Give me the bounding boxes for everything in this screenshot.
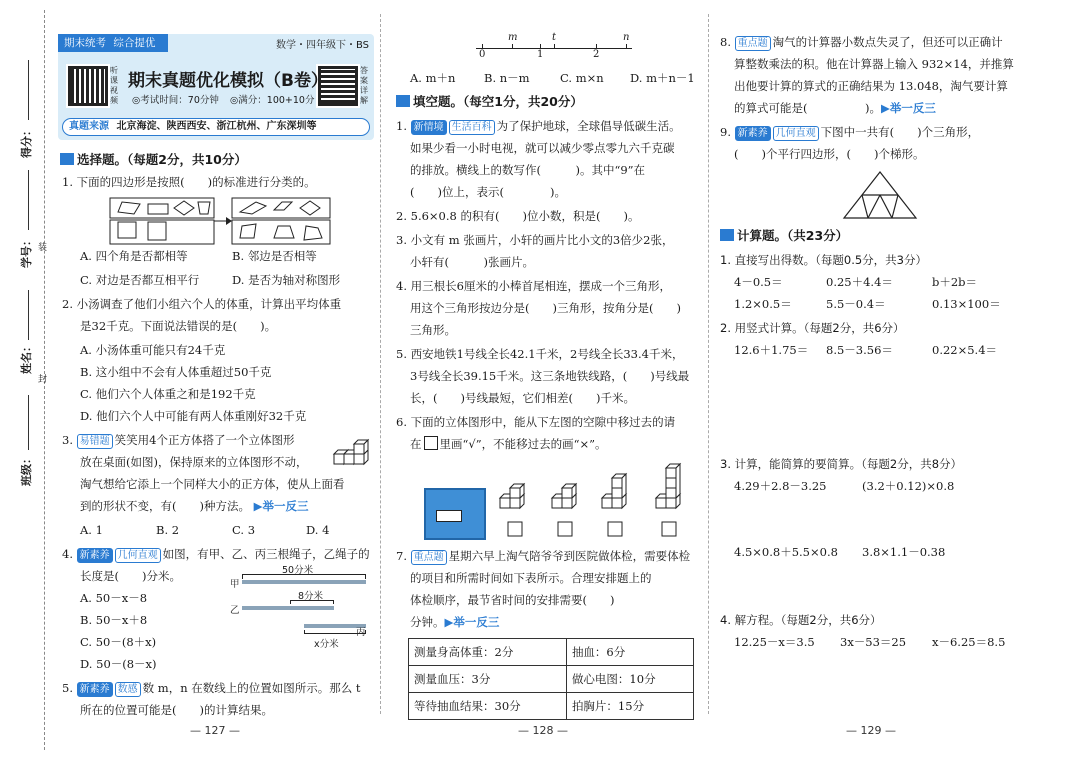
rope-x-label: x分米 <box>314 639 339 650</box>
q3-cube-figure <box>330 432 374 468</box>
rope-8-label: 8分米 <box>298 591 324 602</box>
section-choice-title: 选择题。（每题2分，共10分） <box>77 152 247 167</box>
q2-line-1: 2. 小汤调查了他们小组六个人的体重，计算出平均体重 <box>62 297 342 311</box>
q1-stem: 1. 下面的四边形是按照( )的标准进行分类的。 <box>62 175 316 189</box>
q1-option-d: D. 是否为轴对称图形 <box>232 273 341 287</box>
table-cell: 测量血压：3分 <box>409 666 567 693</box>
qr-code-left <box>68 66 108 106</box>
q3-tag: 易错题 <box>77 434 113 449</box>
f6-text-2b: 里画“√”，不能移过去的画“×”。 <box>439 437 607 451</box>
f9-line-1: 9. 新素养 几何直观 下图中一共有( )个三角形， <box>720 125 980 139</box>
page-number-127: — 127 — <box>190 724 240 737</box>
nl-label-0: 0 <box>479 49 486 60</box>
c1-item: 4－0.5＝ <box>734 275 783 289</box>
q4-option-d: D. 50－(8－x) <box>80 657 157 671</box>
f9-line-2: ( )个平行四边形，( )个梯形。 <box>734 147 925 161</box>
score-label: 得分： <box>20 125 33 158</box>
nl-label-1: 1 <box>537 49 544 60</box>
column-divider-2 <box>708 14 709 714</box>
f1-tag-2: 生活百科 <box>449 120 495 135</box>
binding-mark-1: 装 <box>38 243 48 253</box>
header-tab-2: 综合提优 <box>113 37 156 49</box>
nl-label-n: n <box>623 32 630 43</box>
student-id-underline <box>28 170 29 230</box>
class-label: 班级： <box>20 453 33 486</box>
f3-line-2: 小轩有( )张画片。 <box>410 255 534 269</box>
qr-left-caption: 听课视频 <box>110 66 118 105</box>
page-number-128: — 128 — <box>518 724 568 737</box>
rope-bing-label: 丙 <box>356 627 366 638</box>
c1-item: b＋2b＝ <box>932 275 978 289</box>
score-underline <box>28 60 29 120</box>
f6-line-1: 6. 下面的立体图形中，能从下左图的空隙中移过去的请 <box>396 415 676 429</box>
f1-tag-1: 新情境 <box>411 120 447 135</box>
c2-item: 8.5－3.56＝ <box>826 343 893 357</box>
q5-tag-2: 数感 <box>115 682 141 697</box>
rope-8-brace <box>290 600 334 604</box>
page-number-129: — 129 — <box>846 724 896 737</box>
f9-triangle-figure <box>842 170 918 220</box>
q1-option-b: B. 邻边是否相等 <box>232 249 317 263</box>
q2-option-c: C. 他们六个人体重之和是192千克 <box>80 387 256 401</box>
q4-tag-1: 新素养 <box>77 548 113 563</box>
rope-50-label: 50分米 <box>282 565 314 576</box>
f7-line-2: 的项目和所需时间如下表所示。合理安排题上的 <box>410 571 652 585</box>
q3-option-c: C. 3 <box>232 523 256 537</box>
q4-option-b: B. 50－x＋8 <box>80 613 148 627</box>
q4-tag-2: 几何直观 <box>115 548 161 563</box>
rope-yi-label: 乙 <box>230 605 240 616</box>
c4-item: 3x－53＝25 <box>840 635 907 649</box>
table-cell: 抽血：6分 <box>566 639 693 666</box>
f4-line-1: 4. 用三根长6厘米的小棒首尾相连，摆成一个三角形， <box>396 279 671 293</box>
q3-line-1: 3. 易错题 笑笑用4个正方体搭了一个立体图形 <box>62 433 295 447</box>
q5-text-1: 数 m，n 在数线上的位置如图所示。那么 t <box>142 681 361 695</box>
f7-line-3: 体检顺序，最节省时间的安排需要( ) <box>410 593 615 607</box>
c3-item: 4.5×0.8＋5.5×0.8 <box>734 545 838 559</box>
q3-option-a: A. 1 <box>80 523 103 537</box>
f1-line-3: 的排放。横线上的数写作( )。其中“9”在 <box>410 163 646 177</box>
source-bar <box>62 118 370 136</box>
exam-time: ◎考试时间：70分钟 <box>132 95 219 106</box>
f8-text-1: 淘气的计算器小数点失灵了，但还可以正确计 <box>772 35 1003 49</box>
exam-title: 期末真题优化模拟（B卷） <box>128 71 328 91</box>
q5-option-d: D. m＋n－1 <box>630 71 695 85</box>
c1-item: 0.13×100＝ <box>932 297 1001 311</box>
q5-line-2: 所在的位置可能是( )的计算结果。 <box>80 703 273 717</box>
binding-mark-2: 封 <box>38 375 48 385</box>
f8-line-1: 8. 重点题 淘气的计算器小数点失灵了，但还可以正确计 <box>720 35 1003 49</box>
q2-line-2: 是32千克。下面说法错误的是( )。 <box>80 319 277 333</box>
q4-option-c: C. 50－(8＋x) <box>80 635 157 649</box>
q1-option-c: C. 对边是否都互相平行 <box>80 273 200 287</box>
f8-line-4 <box>734 98 936 118</box>
c3-item: 4.29＋2.8－3.25 <box>734 479 827 493</box>
f1-line-2: 如果少看一小时电视，就可以减少零点零九六千克碳 <box>410 141 675 155</box>
table-row <box>409 666 694 693</box>
c2-title: 2. 用竖式计算。（每题2分，共6分） <box>720 321 905 335</box>
f4-line-2: 用这个三角形按边分是( )三角形，按角分是( ) <box>410 301 681 315</box>
c2-item: 0.22×5.4＝ <box>932 343 998 357</box>
binding-strip <box>0 0 52 764</box>
subject-label: 数学・四年级下・BS <box>276 40 370 51</box>
c1-item: 1.2×0.5＝ <box>734 297 792 311</box>
f8-line-2: 算整数乘法的积。他在计算器上输入 932×14，并推算 <box>734 57 1014 71</box>
header-tab <box>58 34 168 52</box>
f7-exam-table <box>408 638 694 720</box>
f2-line-1: 2. 5.6×0.8 的积有( )位小数，积是( )。 <box>396 209 640 223</box>
q3-line-4 <box>80 496 308 516</box>
f5-line-3: 长，( )号线最短，它们相差( )千米。 <box>410 391 635 405</box>
f6-gap-hole <box>436 510 462 522</box>
table-row <box>409 693 694 720</box>
tick-t <box>554 44 555 49</box>
table-cell: 测量身高体重：2分 <box>409 639 567 666</box>
q5-option-b: B. n－m <box>484 71 530 85</box>
c1-title: 1. 直接写出得数。（每题0.5分，共3分） <box>720 253 927 267</box>
q2-option-b: B. 这小组中不会有人体重超过50千克 <box>80 365 272 379</box>
f1-line-4: ( )位上，表示( )。 <box>410 185 566 199</box>
f6-text-2a: 在 <box>410 437 422 451</box>
rope-50-brace <box>242 574 366 579</box>
q5-number-line <box>468 34 638 64</box>
table-cell: 做心电图：10分 <box>566 666 693 693</box>
student-id-label: 学号： <box>20 235 33 268</box>
q5-tag-1: 新素养 <box>77 682 113 697</box>
table-cell: 等待抽血结果：30分 <box>409 693 567 720</box>
q2-option-a: A. 小汤体重可能只有24千克 <box>80 343 226 357</box>
tick-m <box>512 44 513 49</box>
q3-line-2: 放在桌面(如图)，保持原来的立体图形不动， <box>80 455 308 469</box>
q1-option-a: A. 四个角是否都相等 <box>80 249 188 263</box>
rope-yi <box>242 606 334 610</box>
f7-tag: 重点题 <box>411 550 447 565</box>
c4-title: 4. 解方程。（每题2分，共6分） <box>720 613 882 627</box>
f5-line-2: 3号线全长39.15千米。这三条地铁线路，( )号线最 <box>410 369 690 383</box>
q3-extend-link[interactable]: ▶举一反三 <box>253 499 309 513</box>
f7-text-1: 星期六早上淘气陪爷爷到医院做体检，需要体检 <box>448 549 691 563</box>
c3-title: 3. 计算，能简算的要简算。（每题2分，共8分） <box>720 457 963 471</box>
q3-text-1: 笑笑用4个正方体搭了一个立体图形 <box>114 433 295 447</box>
q5-option-a: A. m＋n <box>410 71 456 85</box>
f6-line-2 <box>410 434 606 454</box>
f7-text-4: 分钟。 <box>410 615 445 629</box>
c4-item: 12.25－x＝3.5 <box>734 635 815 649</box>
f4-line-3: 三角形。 <box>410 323 456 337</box>
f8-tag: 重点题 <box>735 36 771 51</box>
q4-line-1: 4. 新素养 几何直观 如图，有甲、乙、丙三根绳子，乙绳子的 <box>62 547 370 561</box>
q4-option-a: A. 50－x－8 <box>80 591 148 605</box>
f7-line-1: 7. 重点题 星期六早上淘气陪爷爷到医院做体检，需要体检 <box>396 549 691 563</box>
f1-text-1: 为了保护地球，全球倡导低碳生活。 <box>496 119 681 133</box>
class-underline <box>28 395 29 450</box>
table-cell: 拍胸片：15分 <box>566 693 693 720</box>
f3-line-1: 3. 小文有 m 张画片，小轩的画片比小文的3倍少2张， <box>396 233 674 247</box>
table-row <box>409 639 694 666</box>
section-choice <box>60 150 247 170</box>
f1-line-1: 1. 新情境 生活百科 为了保护地球，全球倡导低碳生活。 <box>396 119 681 133</box>
q5-option-c: C. m×n <box>560 71 604 85</box>
q4-text-1: 如图，有甲、乙、丙三根绳子，乙绳子的 <box>162 547 370 561</box>
header-tab-1: 期末统考 <box>64 37 106 49</box>
nl-label-t: t <box>552 32 557 43</box>
qr-right-caption: 答案详解 <box>360 66 368 105</box>
f9-text-1: 下图中一共有( )个三角形， <box>820 125 980 139</box>
c1-item: 0.25＋4.4＝ <box>826 275 893 289</box>
q5-line-1: 5. 新素养 数感 数 m，n 在数线上的位置如图所示。那么 t <box>62 681 361 695</box>
q1-figure <box>108 196 332 246</box>
f7-line-4 <box>410 612 499 632</box>
rope-jia-label: 甲 <box>230 579 240 590</box>
q4-rope-figure <box>228 562 374 654</box>
answer-box-icon <box>424 436 438 450</box>
q3-line-3: 淘气想给它添上一个同样大小的正方体，使从上面看 <box>80 477 345 491</box>
source-tag: 真题来源 <box>69 121 109 132</box>
nl-label-2: 2 <box>593 49 600 60</box>
f6-gap-figure <box>424 488 486 540</box>
q3-text-4: 到的形状不变，有( )种方法。 <box>80 499 250 513</box>
f9-tag-1: 新素养 <box>735 126 771 141</box>
rope-jia <box>242 580 366 584</box>
nl-label-m: m <box>508 32 518 43</box>
name-underline <box>28 290 29 340</box>
tick-n <box>626 44 627 49</box>
f8-line-3: 出他要计算的算式的正确结果为 13.048，淘气要计算 <box>734 79 1008 93</box>
f6-solids <box>496 460 696 540</box>
source-text: 北京海淀、陕西西安、浙江杭州、广东深圳等 <box>116 121 317 132</box>
c3-item: 3.8×1.1－0.38 <box>862 545 946 559</box>
section-calc-title: 计算题。（共23分） <box>737 228 849 243</box>
section-calc <box>720 226 848 246</box>
column-divider-1 <box>380 14 381 714</box>
section-fill <box>396 92 583 112</box>
q3-option-d: D. 4 <box>306 523 330 537</box>
c3-item: (3.2＋0.12)×0.8 <box>862 479 955 493</box>
f7-extend-link[interactable]: ▶举一反三 <box>444 615 500 629</box>
f8-text-4: 的算式可能是( )。 <box>734 101 881 115</box>
c2-item: 12.6＋1.75＝ <box>734 343 809 357</box>
q2-option-d: D. 他们六个人中可能有两人体重刚好32千克 <box>80 409 307 423</box>
f8-extend-link[interactable]: ▶举一反三 <box>880 101 936 115</box>
c1-item: 5.5－0.4＝ <box>826 297 886 311</box>
c4-item: x－6.25＝8.5 <box>932 635 1006 649</box>
section-fill-title: 填空题。（每空1分，共20分） <box>413 94 583 109</box>
q4-line-2: 长度是( )分米。 <box>80 569 181 583</box>
exam-score: ◎满分：100+10分 <box>230 95 315 106</box>
rope-x-brace <box>304 630 366 634</box>
name-label: 姓名： <box>20 341 33 374</box>
f9-tag-2: 几何直观 <box>773 126 819 141</box>
f5-line-1: 5. 西安地铁1号线全长42.1千米，2号线全长33.4千米， <box>396 347 684 361</box>
q3-option-b: B. 2 <box>156 523 180 537</box>
